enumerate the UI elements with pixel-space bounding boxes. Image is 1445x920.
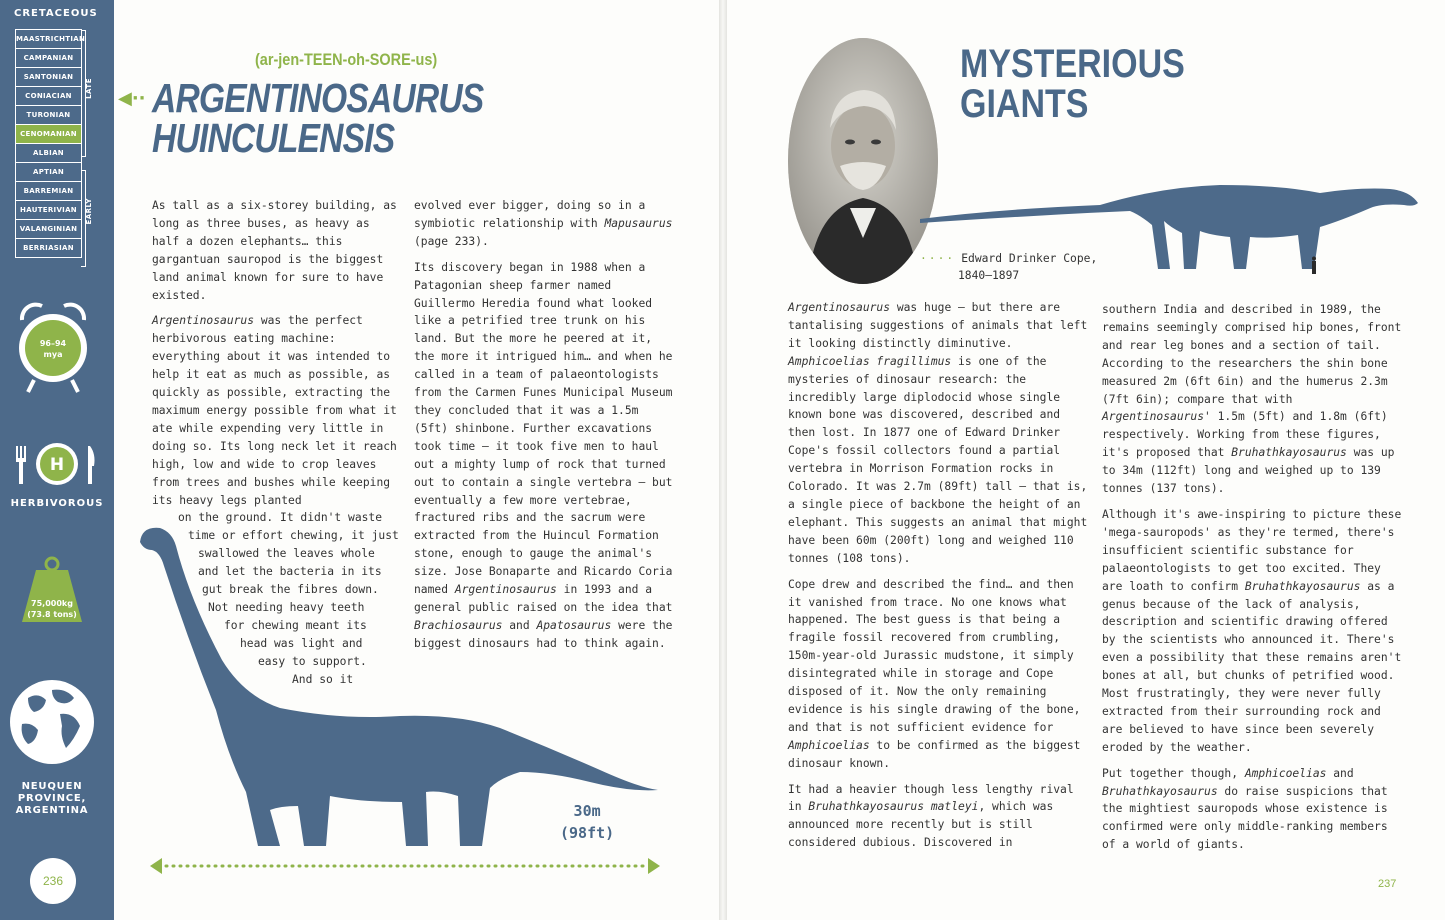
length-label — [560, 800, 614, 844]
species-title-line-1: ARGENTINOSAURUS — [152, 75, 484, 121]
wrapped-line: swallowed the leaves whole — [198, 547, 375, 561]
paragraph — [1102, 765, 1407, 855]
stage-aptian: APTIAN — [16, 163, 82, 182]
paragraph-text: ' 1.5m (5ft) and 1.8m (6ft) respectively. Working from these figures, it's proposed that — [1102, 410, 1388, 460]
stage-santonian: SANTONIAN — [16, 68, 82, 87]
location-line-3: ARGENTINA — [15, 805, 89, 816]
human-scale-icon — [1310, 256, 1318, 278]
paragraph — [788, 781, 1093, 853]
paragraph-text: Its discovery began in 1988 when a Patagonian sheep farmer named Guillermo Heredia found what looked like a petrified tree trunk on his land. But the more he peered at it, the more it intrigued him… and when he called in a team of palaeontologists from the Carmen Funes Municipal Museum they concluded that it was a 1.5m (5ft) shinbone. Further excavations took time – it took five men to haul out a mighty lump of rock that turned out to contain a single vertebra – but eventually a few more vertebrae, fractured ribs and the sacrum were extracted from the Huincul Formation stone, enough to gauge the animal's size. Jose Bonaparte and Ricardo Coria named — [414, 260, 673, 597]
paragraph-text: was up to 34m (112ft) long and weighed up to 139 tonnes (137 tons). — [1102, 446, 1395, 496]
right-column-2 — [1102, 301, 1407, 862]
italic-term: Argentinosaurus — [454, 583, 557, 597]
paragraph-text: Although it's awe-inspiring to picture these 'mega-sauropods' as they're termed, there's insufficient scientific substance for palaeontologists to get too excited. They are loath to confirm — [1102, 507, 1402, 593]
stage-cenomanian: CENOMANIAN — [16, 125, 82, 144]
italic-term: Bruhathkayosaurus — [1102, 784, 1218, 798]
page-title — [960, 44, 1185, 124]
length-arrow-icon — [150, 856, 660, 876]
paragraph-text: do raise suspicions that the mightiest sauropods whose existence is confirmed were only middle-ranking members of a world of giants. — [1102, 784, 1388, 852]
wrapped-line: gut break the fibres down. — [202, 583, 379, 597]
italic-term: Mapusaurus — [604, 216, 673, 230]
age-unit: mya — [43, 350, 63, 359]
italic-term: Amphicoelias — [788, 738, 870, 752]
stage-timeline — [15, 29, 86, 258]
location-line-1: NEUQUEN — [21, 781, 83, 792]
wrapped-line: And so it — [292, 672, 354, 686]
portrait-photo — [788, 38, 938, 284]
stage-turonian: TURONIAN — [16, 106, 82, 125]
period-label: CRETACEOUS — [14, 8, 98, 19]
pronunciation: (ar-jen-TEEN-oh-SORE-us) — [255, 50, 438, 69]
caption-years: 1840–1897 — [958, 269, 1020, 282]
weight-tons: (73.8 tons) — [27, 610, 77, 619]
paragraph — [414, 197, 679, 251]
right-column-1 — [788, 299, 1093, 860]
paragraph-text: evolved ever bigger, doing so in a symbiotic relationship with — [414, 199, 646, 230]
italic-term: Bruhathkayosaurus matleyi — [808, 800, 979, 814]
species-title-line-2: HUINCULENSIS — [152, 115, 395, 161]
caption-dots-icon: ···· — [920, 252, 956, 265]
globe-icon — [8, 678, 96, 770]
wrapped-line: easy to support. — [258, 654, 367, 668]
paragraph-text: (page 233). — [414, 234, 489, 248]
paragraph — [1102, 506, 1407, 757]
paragraph-text: in 1993 and a general public raised on the idea that — [414, 583, 673, 614]
page-number-left: 236 — [30, 858, 76, 904]
location-line-2: PROVINCE, — [17, 793, 87, 804]
book-gutter — [719, 0, 727, 920]
length-ft: (98ft) — [560, 824, 615, 842]
italic-term: Argentinosaurus — [788, 301, 891, 314]
title-line-2: GIANTS — [960, 82, 1089, 126]
wrapped-line: for chewing meant its — [224, 618, 367, 632]
italic-term: Argentinosaurus — [1102, 410, 1205, 424]
fact-sidebar — [0, 0, 114, 920]
stage-barremian: BARREMIAN — [16, 182, 82, 201]
paragraph-text: , which was announced more recently but is still considered dubious. Discovered in — [788, 800, 1054, 850]
species-title — [152, 75, 484, 161]
stage-maastrichtian: MAASTRICHTIAN — [16, 30, 82, 49]
italic-term: Bruhathkayosaurus — [1231, 446, 1347, 460]
alarm-clock-icon — [12, 298, 94, 402]
paragraph-text: was huge – but there are tantalising suggestions of animals that left it looking distinctly diminutive. — [788, 301, 1088, 350]
knife-fork-icon — [10, 440, 104, 494]
diet-label: HERBIVOROUS — [10, 498, 104, 509]
length-m: 30m — [573, 802, 601, 820]
caption-name: Edward Drinker Cope, — [961, 252, 1098, 265]
wrapped-line: on the ground. It didn't waste — [178, 511, 383, 525]
italic-term: Amphicoelias — [1244, 766, 1327, 780]
wrapped-line: time or effort chewing, it just — [188, 529, 399, 543]
stage-coniacian: CONIACIAN — [16, 87, 82, 106]
paragraph-text: were the biggest dinosaurs had to think again. — [414, 618, 673, 650]
paragraph — [1102, 301, 1407, 498]
weight-kg: 75,000kg — [31, 599, 73, 608]
paragraph-text: Cope drew and described the find… and then it vanished from trace. No one knows what happened. The best guess is that being a fragile fossil recovered from crumbling, 150m-year-old Jurassic mudstone, it simply disintegrated while in storage and Cope disposed of it. Now the only remaining evidence is his single drawing of the bone, and that is not sufficient evidence for — [788, 577, 1081, 734]
paragraph-text: as a genus because of the lack of analysis, description and scientific drawing offered by the scientists who announced it. There's even a possibility that these remains aren't bones at all, but chunks of petrified wood. Most frustratingly, they were never fully extracted from their surrounding rock and are believed to have since been severely eroded by the weather. — [1102, 579, 1402, 754]
stage-campanian: CAMPANIAN — [16, 49, 82, 68]
paragraph-text: It had a heavier though less lengthy rival in — [788, 782, 1074, 814]
weight-value — [17, 598, 87, 620]
arrow-left-icon: ◀·· — [118, 88, 146, 109]
paragraph-text: to be confirmed as the biggest dinosaur known. — [788, 738, 1081, 770]
age-value: 96–94 — [39, 339, 67, 348]
paragraph — [788, 299, 1093, 568]
paragraph — [788, 576, 1093, 773]
paragraph: As tall as a six-storey building, as long as three buses, as heavy as half a dozen elephants… this gargantuan sauropod is the biggest land animal known for sure to have existed. — [152, 199, 397, 302]
paragraph-text: and — [502, 618, 537, 632]
paragraph-text: southern India and described in 1989, the remains seemingly comprised hip bones, front and rear leg bones and a section of tail. According to the researchers the shin bone measured 2m (6ft 6in) and the humerus 2.3m (7ft 6in); compare that with — [1102, 303, 1402, 406]
epoch-early-label: EARLY — [85, 198, 93, 225]
paragraph-text: was the perfect herbivorous eating machine: everything about it was intended to help it eat as much as possible, as quickly as possible, extracting the maximum energy possible from what it ate while expending very little in doing so. Its long neck let it reach high, low and wide to crop leaves from trees and bushes while keeping its heavy legs planted — [152, 314, 397, 507]
stage-berriasian: BERRIASIAN — [16, 239, 82, 258]
paragraph — [152, 312, 402, 509]
portrait-caption — [920, 250, 1098, 282]
wrapped-line: Not needing heavy teeth — [208, 600, 365, 614]
italic-term: Amphicoelias fragillimus — [788, 354, 952, 368]
page-number-right: 237 — [1378, 878, 1397, 890]
stage-hauterivian: HAUTERIVIAN — [16, 201, 82, 220]
italic-term: Brachiosaurus — [414, 618, 503, 632]
paragraph-text: is one of the mysteries of dinosaur research: the incredibly large diplodocid whose single known bone was discovered, described and then lost. In 1877 one of Edward Drinker Cope's fossil collectors found a partial vertebra in Morrison Formation rocks in Colorado. It was 2.7m (89ft) tall – that is, a single piece of backbone the height of an elephant. This suggests an animal that might have been 60m (200ft) long and weighed 110 tonnes (108 tons). — [788, 354, 1088, 565]
location-label — [0, 781, 104, 817]
paragraph-text: and — [1326, 766, 1354, 780]
epoch-late-label: LATE — [85, 78, 93, 99]
paragraph-text: Put together though, — [1102, 766, 1245, 780]
italic-term: Apatosaurus — [536, 618, 612, 632]
title-line-1: MYSTERIOUS — [960, 42, 1185, 86]
diet-letter: H — [49, 455, 65, 475]
stage-valanginian: VALANGINIAN — [16, 220, 82, 239]
wrapped-line: and let the bacteria in its — [198, 565, 382, 579]
italic-term: Bruhathkayosaurus — [1244, 579, 1361, 593]
stage-albian: ALBIAN — [16, 144, 82, 163]
italic-term: Argentinosaurus — [152, 314, 255, 328]
wrapped-line: head was light and — [240, 636, 363, 650]
